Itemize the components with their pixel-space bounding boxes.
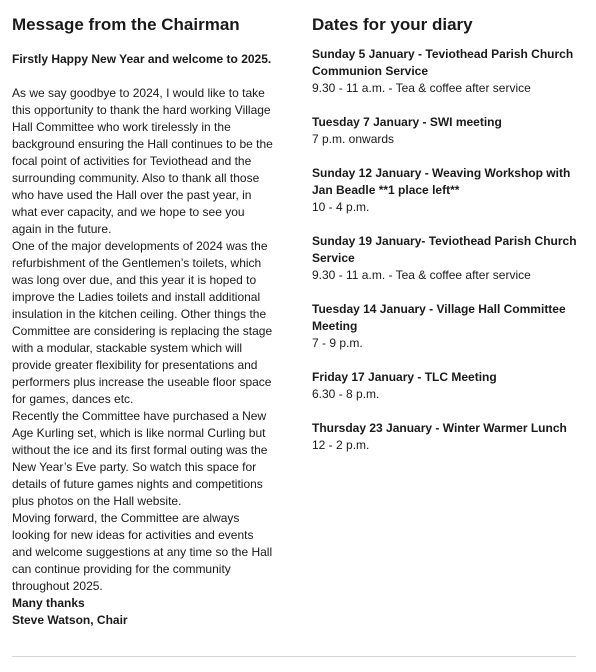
event-time: 10 - 4 p.m. [312,200,370,214]
chairman-signature: Steve Watson, Chair [12,613,128,627]
event-title: Sunday 5 January - Teviothead Parish Church Communion Service [312,47,574,78]
chairman-message [12,14,276,629]
diary-event [312,369,584,403]
event-time: 9.30 - 11 a.m. - Tea & coffee after service [312,268,531,282]
event-time: 7 - 9 p.m. [312,336,363,350]
chairman-signoff-block [12,595,276,629]
event-title: Tuesday 7 January - SWI meeting [312,115,502,129]
chairman-paragraph: Recently the Committee have purchased a New Age Kurling set, which is like normal Curling but without the ice and its first formal outing was the New Year’s Eve party. So watch this space for details of future games nights and competitions plus photos on the Hall website. [12,409,268,508]
event-title: Friday 17 January - TLC Meeting [312,370,497,384]
event-title: Tuesday 14 January - Village Hall Committee Meeting [312,302,566,333]
diary-event [312,114,584,148]
diary-event [312,420,584,454]
chairman-intro: Firstly Happy New Year and welcome to 2025. [12,52,272,66]
footer-divider [12,656,576,657]
chairman-paragraph: As we say goodbye to 2024, I would like to take this opportunity to thank the hard working Village Hall Committee who work tirelessly in the background ensuring the Hall continues to be the focal point of activities for Teviothead and the surrounding community. Also to thank all those who have used the Hall over the past year, in what ever capacity, and we hope to see you again in the future. [12,86,273,236]
diary-event [312,46,584,97]
chairman-body [12,85,276,595]
event-title: Thursday 23 January - Winter Warmer Lunch [312,421,567,435]
diary-event [312,301,584,352]
event-title: Sunday 19 January- Teviothead Parish Church Service [312,234,577,265]
diary-heading: Dates for your diary [312,15,473,34]
event-time: 9.30 - 11 a.m. - Tea & coffee after service [312,81,531,95]
chairman-paragraph: One of the major developments of 2024 was the refurbishment of the Gentlemen’s toilets, which was long over due, and this year it is hoped to improve the Ladies toilets and install additional insulation in the kitchen ceiling. Other things the Committee are considering is replacing the stage with a modular, stackable system which will provide greater flexibility for presentations and performers plus increase the useable floor space for games, dances etc. [12,239,273,406]
chairman-heading: Message from the Chairman [12,15,240,34]
chairman-paragraph: Moving forward, the Committee are always looking for new ideas for activities and events and welcome suggestions at any time so the Hall can continue providing for the community throughout 2025. [12,511,273,593]
chairman-signoff: Many thanks [12,596,85,610]
diary-dates [312,14,584,471]
event-title: Sunday 12 January - Weaving Workshop with Jan Beadle **1 place left** [312,166,571,197]
event-time: 6.30 - 8 p.m. [312,387,380,401]
diary-event-list [312,46,584,454]
event-time: 7 p.m. onwards [312,132,395,146]
diary-event [312,165,584,216]
event-time: 12 - 2 p.m. [312,438,370,452]
diary-event [312,233,584,284]
